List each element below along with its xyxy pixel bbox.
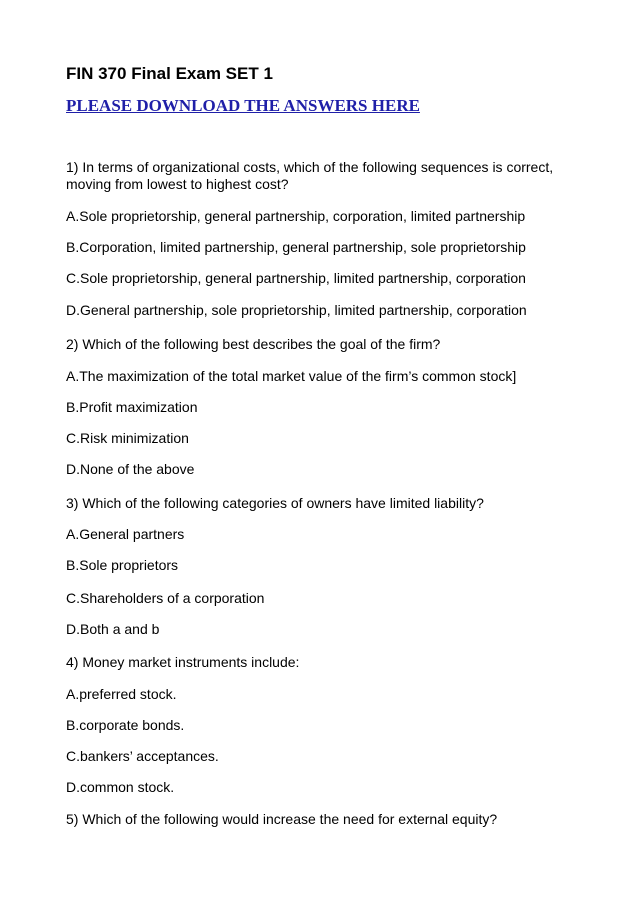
question-3-option-a: A.General partners (66, 526, 185, 542)
question-1-option-a: A.Sole proprietorship, general partnership, corporation, limited partnership (66, 208, 526, 224)
question-2-option-b: B.Profit maximization (66, 399, 198, 415)
question-4-option-b: B.corporate bonds. (66, 717, 185, 733)
question-4-option-c: C.bankers’ acceptances. (66, 748, 219, 764)
question-3-option-d: D.Both a and b (66, 621, 160, 637)
question-1-text: 1) In terms of organizational costs, which of the following sequences is correct, moving from lowest to highest cost? (66, 159, 554, 192)
document-title: FIN 370 Final Exam SET 1 (66, 64, 273, 83)
question-3-text: 3) Which of the following categories of owners have limited liability? (66, 495, 484, 511)
question-4-option-a: A.preferred stock. (66, 686, 177, 702)
download-answers-link[interactable]: PLEASE DOWNLOAD THE ANSWERS HERE (66, 96, 420, 115)
question-4-option-d: D.common stock. (66, 779, 175, 795)
question-3-option-c: C.Shareholders of a corporation (66, 590, 265, 606)
question-3-option-b: B.Sole proprietors (66, 557, 179, 573)
question-2-text: 2) Which of the following best describes the goal of the firm? (66, 336, 441, 352)
question-1-option-d: D.General partnership, sole proprietorship, limited partnership, corporation (66, 302, 527, 318)
question-5-text: 5) Which of the following would increase the need for external equity? (66, 811, 498, 827)
question-2-option-d: D.None of the above (66, 461, 195, 477)
question-2-option-a: A.The maximization of the total market value of the firm’s common stock] (66, 368, 517, 384)
question-2-option-c: C.Risk minimization (66, 430, 189, 446)
question-4-text: 4) Money market instruments include: (66, 654, 300, 670)
question-1-option-b: B.Corporation, limited partnership, general partnership, sole proprietorship (66, 239, 526, 255)
question-1-option-c: C.Sole proprietorship, general partnership, limited partnership, corporation (66, 270, 526, 286)
